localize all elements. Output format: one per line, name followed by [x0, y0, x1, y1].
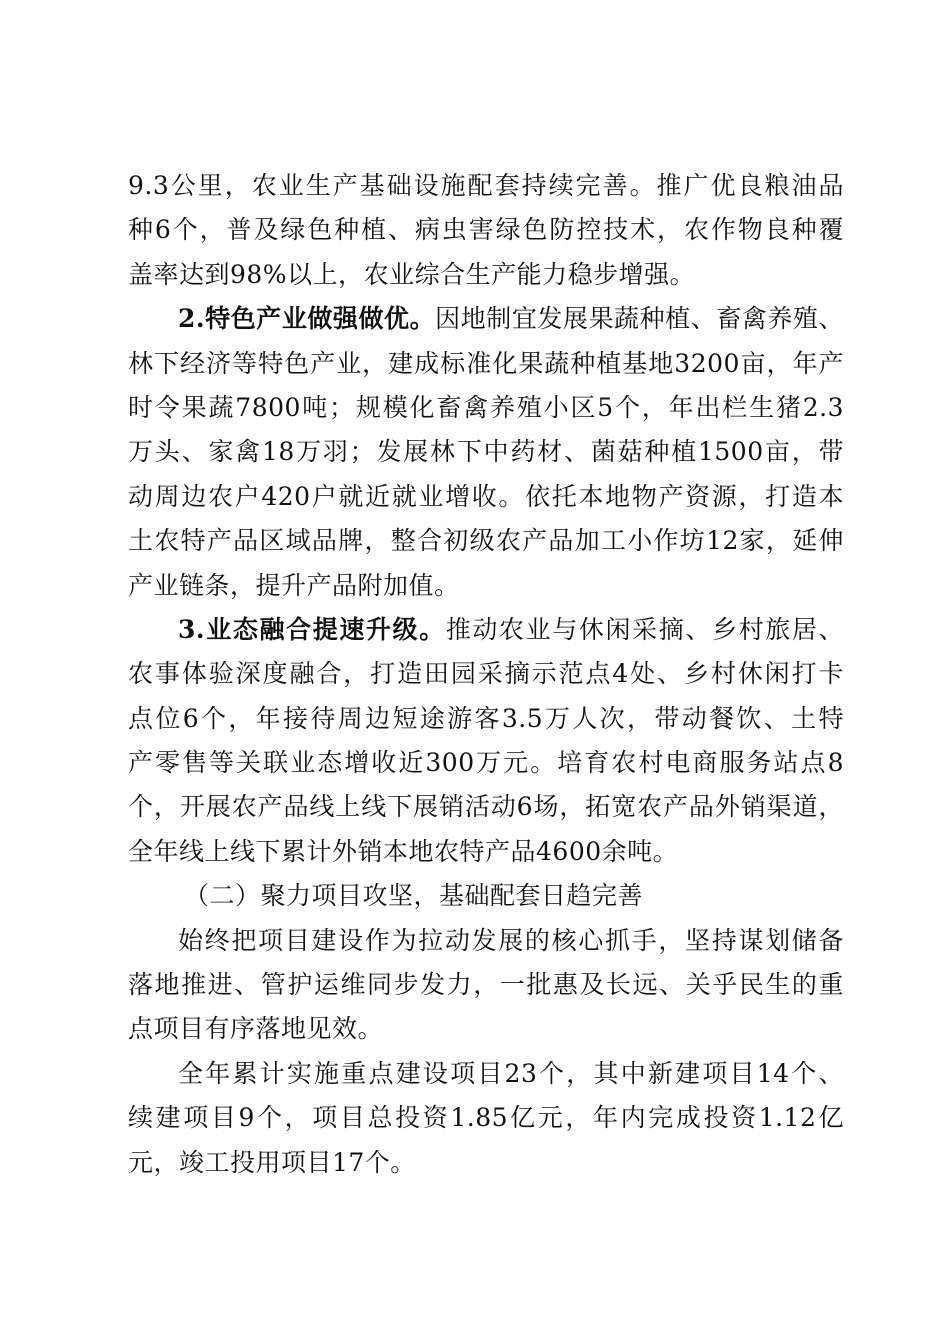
text-line: 续建项目9个，项目总投资1.85亿元，年内完成投资1.12亿 — [128, 1103, 844, 1133]
text-line: 产零售等关联业态增收近300万元。培育农村电商服务站点8 — [128, 748, 844, 778]
text-line: 个，开展农产品线上线下展销活动6场，拓宽农产品外销渠道， — [128, 792, 844, 822]
text-run: 推动农业与休闲采摘、乡村旅居、 — [445, 614, 844, 644]
text-line: 全年线上线下累计外销本地农特产品4600余吨。 — [128, 836, 679, 866]
document-body — [128, 164, 844, 1185]
text-line: 9.3公里，农业生产基础设施配套持续完善。推广优良粮油品 — [128, 171, 844, 200]
paragraph-featured-industry — [128, 297, 844, 608]
text-line — [128, 297, 844, 341]
paragraph-project-strategy — [128, 919, 844, 1052]
section-heading-projects — [128, 874, 844, 918]
paragraph-heading: 2.特色产业做强做优。 — [178, 304, 436, 334]
text-line: 点位6个，年接待周边短途游客3.5万人次，带动餐饮、土特 — [128, 703, 844, 733]
text-run: 因地制宜发展果蔬种植、畜禽养殖、 — [435, 304, 844, 334]
text-line: 时令果蔬7800吨；规模化畜禽养殖小区5个，年出栏生猪2.3 — [128, 392, 844, 422]
paragraph-agri-infrastructure — [128, 164, 844, 297]
text-line: 产业链条，提升产品附加值。 — [128, 570, 460, 600]
paragraph-heading: 3.业态融合提速升级。 — [178, 614, 446, 644]
text-line: 盖率达到98%以上，农业综合生产能力稳步增强。 — [128, 259, 696, 289]
text-line: 全年累计实施重点建设项目23个，其中新建项目14个、 — [178, 1058, 844, 1088]
paragraph-project-statistics — [128, 1052, 844, 1185]
text-line: 万头、家禽18万羽；发展林下中药材、菌菇种植1500亩，带 — [128, 437, 844, 467]
text-line: 始终把项目建设作为拉动发展的核心抓手，坚持谋划储备 — [178, 925, 844, 955]
text-line: 落地推进、管护运维同步发力，一批惠及长远、关乎民生的重 — [128, 970, 844, 1000]
section-title: （二）聚力项目攻坚，基础配套日趋完善 — [184, 881, 644, 911]
text-line: 林下经济等特色产业，建成标准化果蔬种植基地3200亩，年产 — [128, 348, 844, 378]
text-line: 土农特产品区域品牌，整合初级农产品加工小作坊12家，延伸 — [128, 526, 844, 556]
text-line: 动周边农户420户就近就业增收。依托本地物产资源，打造本 — [128, 481, 844, 511]
text-line: 元，竣工投用项目17个。 — [128, 1147, 416, 1177]
paragraph-business-integration — [128, 608, 844, 874]
text-line — [128, 608, 844, 652]
text-line: 农事体验深度融合，打造田园采摘示范点4处、乡村休闲打卡 — [128, 659, 844, 689]
text-line: 点项目有序落地见效。 — [128, 1014, 384, 1044]
text-line: 种6个，普及绿色种植、病虫害绿色防控技术，农作物良种覆 — [128, 215, 844, 245]
